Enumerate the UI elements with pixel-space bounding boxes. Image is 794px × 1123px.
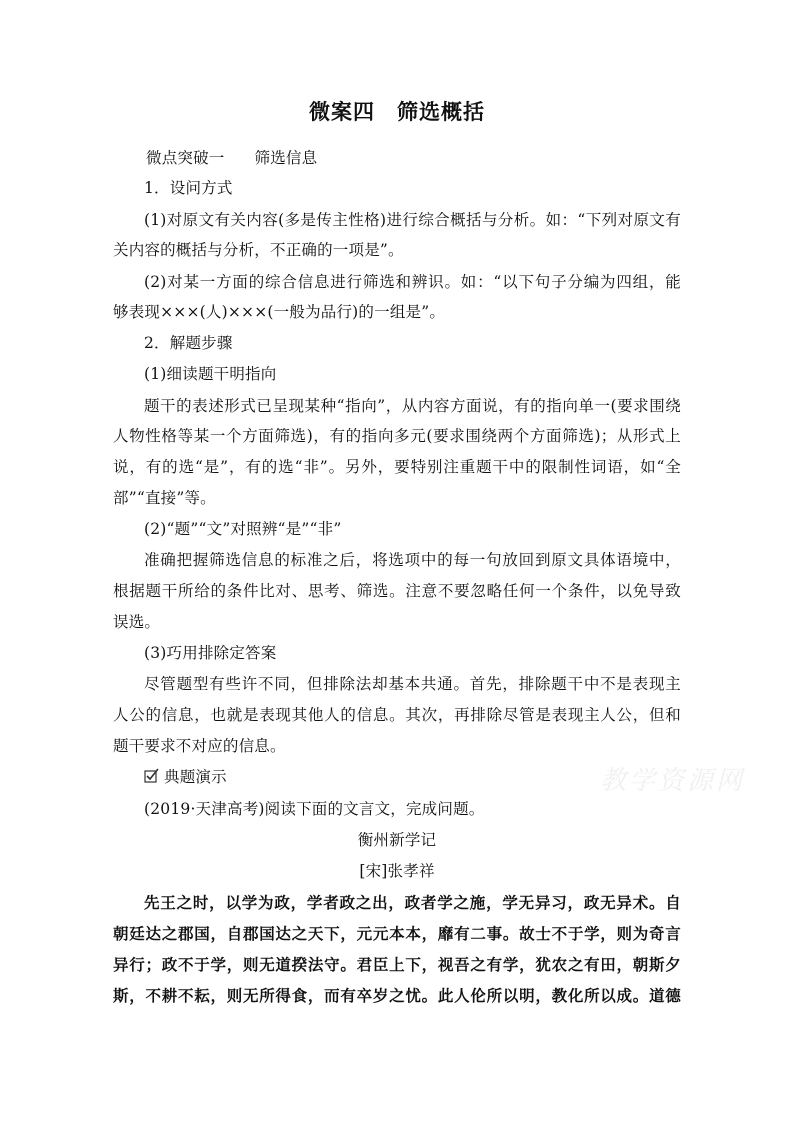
- paragraph-line: 部”“直接”等。: [113, 489, 216, 507]
- source-line: (2019·天津高考)阅读下面的文言文，完成问题。: [144, 800, 485, 818]
- heading-2: 2．解题步骤: [144, 334, 233, 352]
- passage-line: 朝廷达之郡国，自郡国达之天下，元元本本，靡有二事。故士不于学，则为奇言: [113, 924, 681, 943]
- page-title: [0, 96, 794, 126]
- passage-line: 斯，不耕不耘，则无所得食，而有卒岁之忧。此人伦所以明，教化所以成。道德: [113, 986, 681, 1005]
- paragraph-line: 说，有的选“是”，有的选“非”。另外，要特别注重题干中的限制性词语，如“全: [113, 458, 681, 476]
- heading-1: 1．设问方式: [144, 179, 233, 197]
- paragraph-line: 关内容的概括与分析，不正确的一项是”。: [113, 241, 404, 259]
- section-heading: [146, 146, 714, 168]
- passage-author: [宋]张孝祥: [359, 862, 435, 880]
- watermark: 教学资源网: [600, 766, 746, 796]
- paragraph-line: 人物性格等某一个方面筛选)，有的指向多元(要求围绕两个方面筛选)；从形式上: [113, 427, 681, 445]
- paragraph-line: 人公的信息，也就是表现其他人的信息。其次，再排除尽管是表现主人公，但和: [113, 706, 681, 724]
- paragraph-line: 根据题干所给的条件比对、思考、筛选。注意不要忽略任何一个条件，以免导致: [113, 582, 681, 600]
- section-name: 筛选信息: [254, 149, 318, 167]
- passage-line: 异行；政不于学，则无道揆法守。君臣上下，视吾之有学，犹农之有田，朝斯夕: [113, 955, 681, 974]
- title-part-1: 微案四: [309, 99, 375, 124]
- passage-title: 衡州新学记: [357, 831, 437, 849]
- paragraph-line: 误选。: [113, 613, 161, 631]
- subheading: (2)“题”“文”对照辨“是”“非”: [144, 520, 342, 538]
- paragraph-line: 题干要求不对应的信息。: [113, 737, 286, 755]
- paragraph-line: 准确把握筛选信息的标准之后，将选项中的每一句放回到原文具体语境中，: [144, 551, 681, 569]
- paragraph-line: (2)对某一方面的综合信息进行筛选和辨识。如：“以下句子分编为四组，能: [144, 273, 681, 291]
- paragraph-line: (1)对原文有关内容(多是传主性格)进行综合概括与分析。如：“下列对原文有: [144, 211, 681, 229]
- title-part-2: 筛选概括: [397, 99, 485, 124]
- checkbox-check-icon: [144, 768, 160, 784]
- paragraph-line: 题干的表述形式已呈现某种“指向”，从内容方面说，有的指向单一(要求围绕: [144, 397, 681, 415]
- subheading: (3)巧用排除定答案: [144, 644, 277, 662]
- passage-line: 先王之时，以学为政，学者政之出，政者学之施，学无异习，政无异术。自: [144, 893, 681, 912]
- subheading: (1)细读题干明指向: [144, 365, 277, 383]
- paragraph-line: 尽管题型有些许不同，但排除法却基本共通。首先，排除题干中不是表现主: [144, 675, 681, 693]
- section-label: 微点突破一: [146, 149, 225, 167]
- demo-label: 典题演示: [164, 768, 227, 786]
- paragraph-line: 够表现×××(人)×××(一般为品行)的一组是”。: [113, 303, 446, 321]
